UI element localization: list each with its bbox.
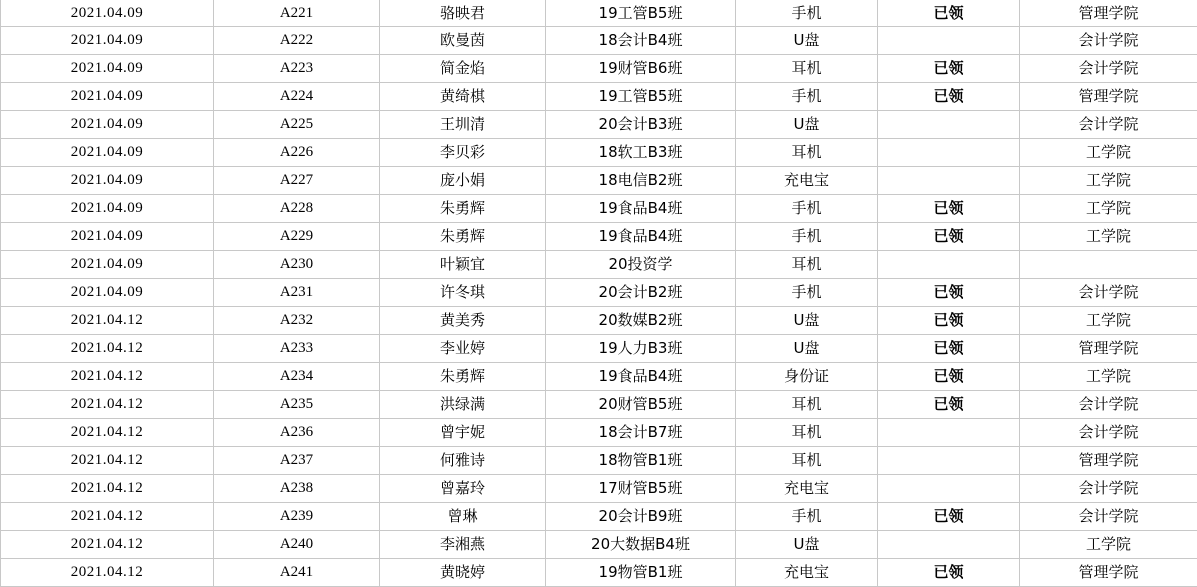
cell-class: 19食品B4班	[546, 363, 736, 391]
cell-item: 手机	[736, 83, 878, 111]
cell-class: 19工管B5班	[546, 83, 736, 111]
cell-code: A226	[214, 139, 380, 167]
cell-college	[1020, 251, 1197, 279]
cell-item: U盘	[736, 335, 878, 363]
cell-name: 欧曼茵	[380, 27, 546, 55]
cell-date: 2021.04.09	[1, 279, 214, 307]
cell-date: 2021.04.12	[1, 503, 214, 531]
table-row	[1, 335, 1197, 363]
table-row	[1, 195, 1197, 223]
cell-code: A222	[214, 27, 380, 55]
cell-name: 李业婷	[380, 335, 546, 363]
cell-date: 2021.04.12	[1, 335, 214, 363]
cell-college: 工学院	[1020, 167, 1197, 195]
table-row	[1, 0, 1197, 27]
cell-item: 耳机	[736, 447, 878, 475]
cell-code: A221	[214, 0, 380, 27]
cell-status	[878, 111, 1020, 139]
cell-item: 充电宝	[736, 167, 878, 195]
cell-name: 曾琳	[380, 503, 546, 531]
cell-code: A237	[214, 447, 380, 475]
table-row	[1, 27, 1197, 55]
cell-name: 黄晓婷	[380, 559, 546, 587]
cell-code: A227	[214, 167, 380, 195]
table-row	[1, 531, 1197, 559]
cell-class: 18会计B7班	[546, 419, 736, 447]
cell-item: 耳机	[736, 251, 878, 279]
cell-item: 手机	[736, 195, 878, 223]
table-row	[1, 559, 1197, 587]
cell-class: 18物管B1班	[546, 447, 736, 475]
cell-college: 管理学院	[1020, 0, 1197, 27]
cell-code: A225	[214, 111, 380, 139]
cell-date: 2021.04.09	[1, 251, 214, 279]
cell-college: 工学院	[1020, 307, 1197, 335]
cell-college: 管理学院	[1020, 335, 1197, 363]
cell-code: A240	[214, 531, 380, 559]
cell-date: 2021.04.09	[1, 111, 214, 139]
cell-name: 简金焰	[380, 55, 546, 83]
cell-date: 2021.04.12	[1, 447, 214, 475]
cell-class: 19物管B1班	[546, 559, 736, 587]
cell-code: A232	[214, 307, 380, 335]
cell-status	[878, 27, 1020, 55]
cell-college: 会计学院	[1020, 55, 1197, 83]
table-row	[1, 139, 1197, 167]
cell-college: 工学院	[1020, 363, 1197, 391]
cell-item: 手机	[736, 223, 878, 251]
cell-item: U盘	[736, 111, 878, 139]
cell-name: 李湘燕	[380, 531, 546, 559]
cell-code: A224	[214, 83, 380, 111]
cell-name: 洪绿满	[380, 391, 546, 419]
cell-college: 管理学院	[1020, 559, 1197, 587]
cell-college: 工学院	[1020, 139, 1197, 167]
cell-date: 2021.04.09	[1, 55, 214, 83]
cell-item: 手机	[736, 503, 878, 531]
cell-code: A238	[214, 475, 380, 503]
cell-college: 会计学院	[1020, 475, 1197, 503]
cell-class: 20大数据B4班	[546, 531, 736, 559]
cell-name: 庞小娟	[380, 167, 546, 195]
cell-item: 充电宝	[736, 559, 878, 587]
cell-date: 2021.04.12	[1, 419, 214, 447]
cell-status: 已领	[878, 55, 1020, 83]
table-row	[1, 83, 1197, 111]
cell-date: 2021.04.09	[1, 167, 214, 195]
cell-class: 18电信B2班	[546, 167, 736, 195]
cell-college: 会计学院	[1020, 503, 1197, 531]
cell-class: 19食品B4班	[546, 195, 736, 223]
cell-date: 2021.04.09	[1, 139, 214, 167]
table-row	[1, 419, 1197, 447]
cell-class: 18会计B4班	[546, 27, 736, 55]
cell-code: A233	[214, 335, 380, 363]
table-row	[1, 475, 1197, 503]
cell-status: 已领	[878, 391, 1020, 419]
cell-college: 会计学院	[1020, 27, 1197, 55]
cell-code: A234	[214, 363, 380, 391]
table-row	[1, 503, 1197, 531]
cell-status	[878, 139, 1020, 167]
table-body	[1, 0, 1197, 587]
cell-date: 2021.04.09	[1, 223, 214, 251]
cell-code: A230	[214, 251, 380, 279]
cell-class: 19人力B3班	[546, 335, 736, 363]
cell-item: 手机	[736, 0, 878, 27]
cell-college: 工学院	[1020, 223, 1197, 251]
cell-name: 朱勇辉	[380, 223, 546, 251]
cell-college: 会计学院	[1020, 391, 1197, 419]
table-row	[1, 307, 1197, 335]
table-row	[1, 111, 1197, 139]
table-row	[1, 279, 1197, 307]
cell-class: 20会计B9班	[546, 503, 736, 531]
cell-name: 朱勇辉	[380, 195, 546, 223]
cell-status	[878, 419, 1020, 447]
cell-name: 曾嘉玲	[380, 475, 546, 503]
cell-date: 2021.04.12	[1, 363, 214, 391]
cell-item: 耳机	[736, 391, 878, 419]
cell-status: 已领	[878, 307, 1020, 335]
cell-date: 2021.04.09	[1, 83, 214, 111]
cell-college: 会计学院	[1020, 419, 1197, 447]
cell-class: 20数媒B2班	[546, 307, 736, 335]
cell-class: 20会计B2班	[546, 279, 736, 307]
cell-college: 工学院	[1020, 195, 1197, 223]
cell-code: A229	[214, 223, 380, 251]
cell-item: 耳机	[736, 55, 878, 83]
cell-date: 2021.04.12	[1, 391, 214, 419]
cell-name: 叶颖宜	[380, 251, 546, 279]
cell-code: A223	[214, 55, 380, 83]
cell-date: 2021.04.12	[1, 475, 214, 503]
table-row	[1, 55, 1197, 83]
cell-date: 2021.04.12	[1, 531, 214, 559]
cell-item: U盘	[736, 531, 878, 559]
cell-name: 许冬琪	[380, 279, 546, 307]
cell-status	[878, 447, 1020, 475]
table-row	[1, 251, 1197, 279]
cell-item: 身份证	[736, 363, 878, 391]
cell-date: 2021.04.12	[1, 559, 214, 587]
cell-item: 耳机	[736, 419, 878, 447]
cell-name: 何雅诗	[380, 447, 546, 475]
cell-code: A241	[214, 559, 380, 587]
cell-class: 19财管B6班	[546, 55, 736, 83]
cell-status	[878, 475, 1020, 503]
cell-name: 黄美秀	[380, 307, 546, 335]
cell-status: 已领	[878, 0, 1020, 27]
cell-class: 20投资学	[546, 251, 736, 279]
cell-name: 曾宇妮	[380, 419, 546, 447]
cell-class: 20财管B5班	[546, 391, 736, 419]
cell-class: 20会计B3班	[546, 111, 736, 139]
cell-date: 2021.04.12	[1, 307, 214, 335]
cell-status: 已领	[878, 279, 1020, 307]
cell-code: A228	[214, 195, 380, 223]
table-row	[1, 167, 1197, 195]
cell-status	[878, 251, 1020, 279]
cell-item: 耳机	[736, 139, 878, 167]
cell-college: 会计学院	[1020, 279, 1197, 307]
table-row	[1, 223, 1197, 251]
cell-status: 已领	[878, 335, 1020, 363]
cell-status: 已领	[878, 195, 1020, 223]
table-row	[1, 447, 1197, 475]
cell-status: 已领	[878, 83, 1020, 111]
cell-name: 李贝彩	[380, 139, 546, 167]
cell-item: 手机	[736, 279, 878, 307]
cell-college: 会计学院	[1020, 111, 1197, 139]
cell-college: 管理学院	[1020, 447, 1197, 475]
cell-class: 18软工B3班	[546, 139, 736, 167]
table-row	[1, 363, 1197, 391]
cell-college: 管理学院	[1020, 83, 1197, 111]
cell-code: A231	[214, 279, 380, 307]
cell-status: 已领	[878, 503, 1020, 531]
cell-name: 骆映君	[380, 0, 546, 27]
cell-date: 2021.04.09	[1, 0, 214, 27]
cell-date: 2021.04.09	[1, 195, 214, 223]
cell-status: 已领	[878, 363, 1020, 391]
cell-college: 工学院	[1020, 531, 1197, 559]
cell-code: A236	[214, 419, 380, 447]
cell-status	[878, 167, 1020, 195]
cell-class: 19食品B4班	[546, 223, 736, 251]
cell-name: 王圳清	[380, 111, 546, 139]
cell-code: A235	[214, 391, 380, 419]
cell-code: A239	[214, 503, 380, 531]
cell-item: 充电宝	[736, 475, 878, 503]
table-row	[1, 391, 1197, 419]
cell-status	[878, 531, 1020, 559]
cell-item: U盘	[736, 27, 878, 55]
cell-item: U盘	[736, 307, 878, 335]
cell-class: 19工管B5班	[546, 0, 736, 27]
cell-date: 2021.04.09	[1, 27, 214, 55]
cell-status: 已领	[878, 223, 1020, 251]
cell-name: 黄绮棋	[380, 83, 546, 111]
cell-class: 17财管B5班	[546, 475, 736, 503]
cell-name: 朱勇辉	[380, 363, 546, 391]
cell-status: 已领	[878, 559, 1020, 587]
